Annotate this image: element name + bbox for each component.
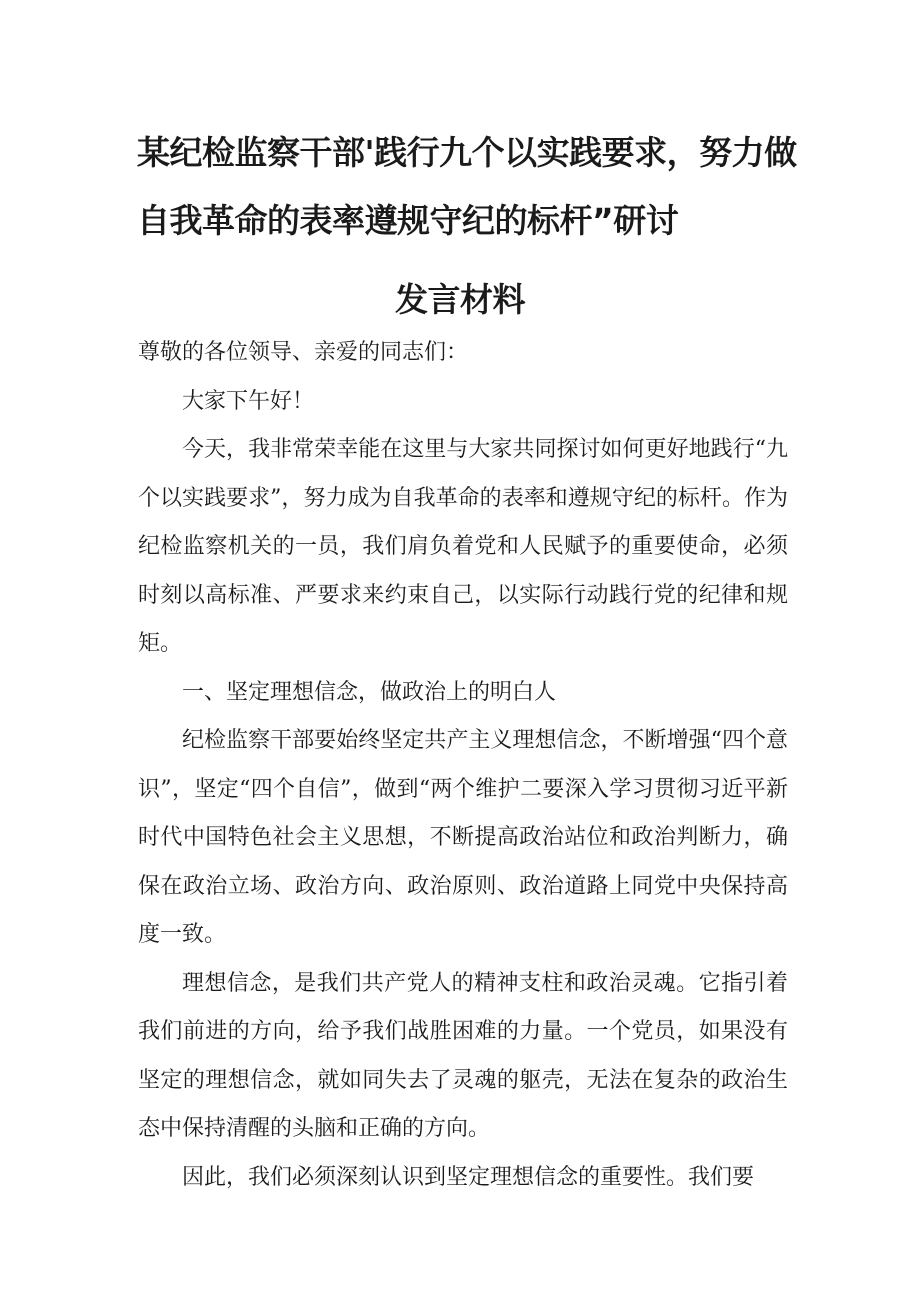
document-title-line-1: 某纪检监察干部'践行九个以实践要求，努力做 <box>137 133 797 172</box>
paragraph-greeting: 大家下午好！ <box>182 388 315 414</box>
section-heading-1: 一、坚定理想信念，做政治上的明白人 <box>182 679 557 705</box>
document-body <box>138 329 788 1202</box>
document-title-line-3: 发言材料 <box>395 280 525 319</box>
salutation: 尊敬的各位领导、亲爱的同志们： <box>138 340 469 365</box>
paragraph-intro: 今天，我非常荣幸能在这里与大家共同探讨如何更好地践行“九个以实践要求”，努力成为自我革命的表率和遵规守纪的标杆。作为纪检监察机关的一员，我们肩负着党和人民赋予的重要使命，必须时刻以高标准、严要求来约束自己，以实际行动践行党的纪律和规矩。 <box>138 437 788 656</box>
paragraph-section-1: 纪检监察干部要始终坚定共产主义理想信念，不断增强“四个意识”，坚定“四个自信”，做到“两个维护二要深入学习贯彻习近平新时代中国特色社会主义思想，不断提高政治站位和政治判断力，确保在政治立场、政治方向、政治原则、政治道路上同党中央保持高度一致。 <box>138 728 788 947</box>
paragraph-ideals: 理想信念，是我们共产党人的精神支柱和政治灵魂。它指引着我们前进的方向，给予我们战胜困难的力量。一个党员，如果没有坚定的理想信念，就如同失去了灵魂的躯壳，无法在复杂的政治生态中保持清醒的头脑和正确的方向。 <box>138 970 788 1141</box>
document-title-line-2: 自我革命的表率遵规守纪的标杆”研讨 <box>137 201 679 240</box>
paragraph-therefore: 因此，我们必须深刻认识到坚定理想信念的重要性。我们要 <box>182 1164 755 1190</box>
